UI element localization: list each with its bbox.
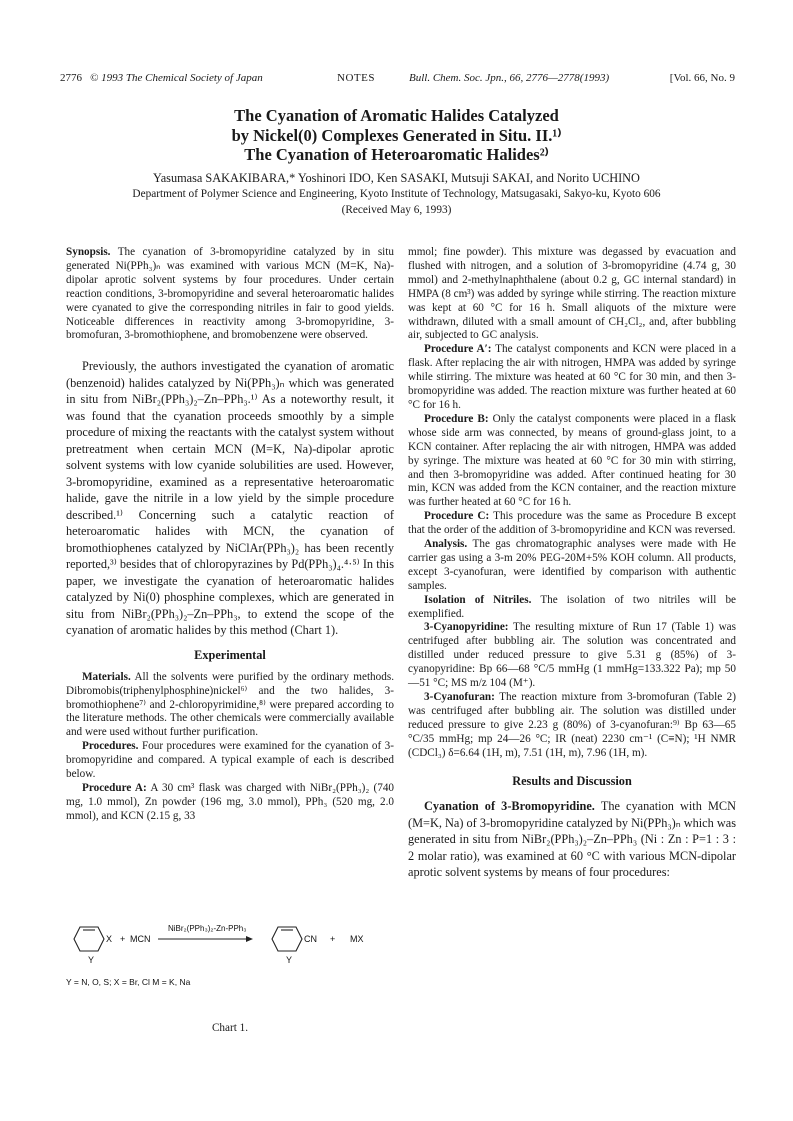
received-date: (Received May 6, 1993): [341, 204, 452, 216]
author-block: [0, 170, 793, 218]
article-title: [0, 106, 793, 165]
cyanation-heading: Cyanation of 3-Bromopyridine.: [424, 799, 595, 814]
procedure-a-prime-heading: Procedure A′:: [424, 343, 492, 356]
title-line: The Cyanation of Aromatic Halides Catalyzed: [234, 106, 559, 125]
copyright: © 1993 The Chemical Society of Japan: [90, 72, 263, 84]
title-line: The Cyanation of Heteroaromatic Halides²⁾: [244, 145, 549, 164]
cyanofuran-paragraph: [408, 691, 736, 761]
nitrile-label: CN: [304, 934, 317, 944]
heteroaryl-ring-right: [272, 927, 302, 951]
volume-label: [Vol. 66, No. 9: [669, 72, 735, 84]
analysis-text: The gas chromatographic analyses were made with He carrier gas using a 3-m 20% PEG-20M+5% KOH column. All products, except 3-cyanofuran, were identified by comparison with authentic samples.: [408, 538, 736, 592]
mcn-label: MCN: [130, 934, 151, 944]
isolation-heading: Isolation of Nitriles.: [424, 593, 532, 606]
plus-sign: +: [330, 934, 336, 944]
materials-heading: Materials.: [82, 670, 131, 683]
cyanation-text: The cyanation with MCN (M=K, Na) of 3-bromopyridine catalyzed by Ni(PPh₃)ₙ which was generated in situ from NiBr₂(PPh₃)₂–Zn–PPh₃ (Ni : Zn : P=1 : 3 : 2 molar ratio), was examined at 60 °C with various MCN-dipolar aprotic solvent systems by means of four procedures:: [408, 799, 737, 880]
left-column: [66, 246, 394, 824]
cyanofuran-heading: 3-Cyanofuran:: [424, 691, 495, 703]
procedure-a-continued: mmol; fine powder). This mixture was degassed by evacuation and flushed with nitrogen, and a solution of 3-bromopyridine (4.74 g, 30 mmol) and 2-methylnaphthalene (about 0.2 g, GC internal standard) in HMPA (8 cm³) was added by syringe while stirring. The reaction mixture was kept at 60 °C for 16 h. Small aliquots of the mixture were withdrawn, diluted with a small amount of CH₂Cl₂, and, after bubbling air, subjected to GC analysis.: [408, 246, 736, 342]
procedure-c-paragraph: [408, 510, 736, 538]
section-heading-experimental: Experimental: [194, 647, 266, 662]
procedure-a-paragraph: [66, 782, 394, 824]
cyanopyridine-text: The resulting mixture of Run 17 (Table 1) was centrifuged after bubbling air. The solution was concentrated and distilled under reduced pressure to give 5.31 g (85%) of 3-cyanopyridine: Bp 66—68 °C/5 mmHg (1 mmHg=133.322 Pa); mp 50—51 °C; MS m/z 104 (M⁺).: [408, 621, 736, 690]
heteroaryl-ring-left: [74, 927, 104, 951]
heteroatom-label: Y: [286, 955, 293, 965]
chart-caption: Chart 1.: [211, 1022, 249, 1034]
halide-label: X: [106, 934, 113, 944]
analysis-paragraph: [408, 538, 736, 594]
section-label: NOTES: [337, 72, 375, 84]
plus-sign: +: [120, 934, 126, 944]
analysis-heading: Analysis.: [424, 538, 468, 551]
procedure-b-heading: Procedure B:: [424, 412, 489, 425]
affiliation: Department of Polymer Science and Engineering, Kyoto Institute of Technology, Matsugasaki, Sakyo-ku, Kyoto 606: [132, 188, 661, 200]
author-names: Yasumasa SAKAKIBARA,* Yoshinori IDO, Ken SASAKI, Mutsuji SAKAI, and Norito UCHINO: [153, 171, 640, 185]
heteroatom-label: Y: [88, 955, 95, 965]
page-number: 2776: [60, 72, 82, 84]
procedure-a-heading: Procedure A:: [82, 782, 147, 794]
materials-paragraph: [66, 671, 394, 741]
isolation-paragraph: [408, 594, 736, 622]
procedure-b-paragraph: [408, 413, 736, 510]
procedure-c-heading: Procedure C:: [424, 510, 490, 523]
introduction: Previously, the authors investigated the cyanation of aromatic (benzenoid) halides catalyzed by Ni(PPh₃)ₙ which was generated in situ from NiBr₂(PPh₃)₂–Zn–PPh₃.¹⁾ As a noteworthy result, it was found that the cyanation proceeds smoothly by a simple procedure of mixing the reactants with the catalyst system without pretreatment when certain MCN (M=K, Na)-dipolar aprotic solvent systems with low cyanide solubilities are used. However, 3-bromopyridine, examined as a representative heteroaromatic halide, gave the nitrile in a low yield by the simple procedure described.¹⁾ Concerning such a catalytic reaction of heteroaromatic halides with MCN, the cyanation of bromothiophenes catalyzed by NiClAr(PPh₃)₂ has been recently reported,³⁾ besides that of chloropyrazines by Pd(PPh₃)₄.⁴·⁵⁾ In this paper, we investigate the cyanation of heteroaromatic halides catalyzed by Ni(0) phosphine complexes, which are generated in situ from NiBr₂(PPh₃)₂–Zn–PPh₃, to extend the scope of the cyanation of aromatic halides by this method (Chart 1).: [66, 359, 394, 638]
procedure-b-text: Only the catalyst components were placed in a flask whose side arm was connected, by means of ground-glass joint, to a KCN container. After replacing the air with nitrogen, HMPA was added by syringe. The mixture was heated at 60 °C for 30 min with stirring, and then 3-bromopyridine was added. After continued heating for 30 min, KCN was added from the KCN container, and the reaction mixture was further heated at 60 °C for 16 h.: [408, 412, 737, 509]
isolation-text: The isolation of two nitriles will be exemplified.: [408, 593, 736, 620]
cyanopyridine-paragraph: [408, 621, 736, 691]
procedure-c-text: This procedure was the same as Procedure B except that the order of the addition of 3-bromopyridine and KCN was reversed.: [408, 510, 736, 537]
cyanofuran-text: The reaction mixture from 3-bromofuran (Table 2) was centrifuged after bubbling air. The solution was distilled under reduced pressure to give 2.23 g (80%) of 3-cyanofuran:⁹⁾ Bp 63—65 °C/35 mmHg; mp 24—26 °C; IR (neat) 2230 cm⁻¹ (C≡N); ¹H NMR (CDCl₃) δ=6.64 (1H, m), 7.51 (1H, m), 7.96 (1H, m).: [408, 691, 736, 759]
catalyst-label: NiBr₂(PPh₃)₂-Zn-PPh₃: [168, 924, 247, 933]
procedure-a-prime-text: The catalyst components and KCN were placed in a flask. After replacing the air with nitrogen, HMPA was added by syringe while stirring. The mixture was heated at 60 °C for 30 min, and then 3-bromopyridine was added. The reaction mixture was further heated at 60 °C for 16 h.: [408, 343, 736, 411]
title-line: by Nickel(0) Complexes Generated in Situ. II.¹⁾: [231, 125, 562, 145]
materials-text: All the solvents were purified by the ordinary methods. Dibromobis(triphenylphosphine)nickel⁶⁾ and the two halides, 3-bromothiophene⁷⁾ and 2-chloropyrimidine,⁸⁾ were prepared according to the literature methods. The other chemicals were commercially available and were used without further purification.: [66, 670, 394, 739]
procedures-paragraph: [66, 740, 394, 782]
mx-label: MX: [350, 934, 364, 944]
cyanopyridine-heading: 3-Cyanopyridine:: [424, 621, 509, 634]
reaction-scheme: [66, 905, 394, 1010]
synopsis-text: The cyanation of 3-bromopyridine catalyzed by in situ generated Ni(PPh₃)ₙ was examined with various MCN (M=K, Na)-dipolar aprotic solvent systems by four procedures. Under certain reaction conditions, 3-bromopyridine and several heteroaromatic halides were cyanated to give the corresponding nitriles in fair to good yields. Noticeable differences in reactivity among 3-bromopyridine, 3-bromofuran, 3-bromothiophene, and bromobenzene were observed.: [66, 246, 394, 342]
cyanation-paragraph: [408, 798, 736, 881]
synopsis-heading: Synopsis.: [66, 246, 111, 258]
arrowhead: [246, 936, 253, 942]
section-heading-results: Results and Discussion: [512, 773, 632, 788]
right-column: [408, 246, 736, 881]
procedure-a-text: A 30 cm³ flask was charged with NiBr₂(PPh₃)₂ (740 mg, 1.0 mmol), Zn powder (196 mg, 3.0 mmol), PPh₃ (520 mg, 2.0 mmol), and KCN (2.15 g, 33: [66, 782, 395, 822]
running-header: [60, 72, 735, 88]
scheme-legend: Y = N, O, S; X = Br, Cl M = K, Na: [66, 977, 191, 987]
procedures-heading: Procedures.: [82, 740, 139, 753]
journal-citation: Bull. Chem. Soc. Jpn., 66, 2776—2778(1993): [409, 72, 610, 84]
procedure-a-prime-paragraph: [408, 343, 736, 413]
synopsis: [66, 246, 394, 343]
procedures-text: Four procedures were examined for the cyanation of 3-bromopyridine and compared. A typical example of each is described below.: [66, 740, 395, 781]
